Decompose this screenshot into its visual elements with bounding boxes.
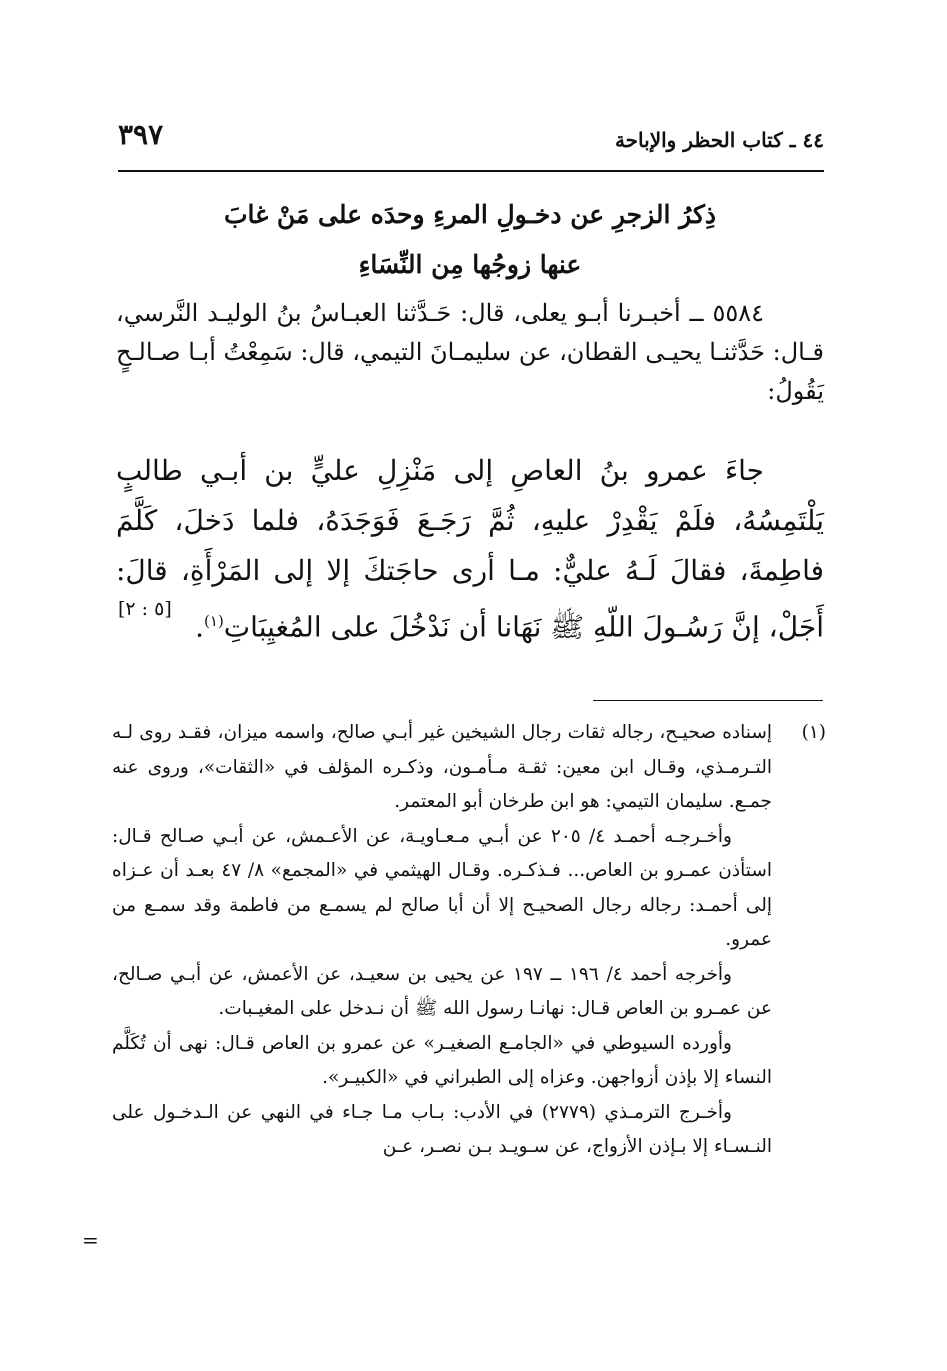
running-title: ٤٤ ـ كتاب الحظر والإباحة [614,128,824,152]
hadith-reference: [٥ : ٢] [118,598,172,620]
hadith-body: جاءَ عمرو بنُ العاصِ إلى مَنْزِلِ عليٍّ بن أبـي طالبٍ يَلْتَمِسُهُ، فلَمْ يَقْدِرْ عليهِ، ثُمَّ رَجَـعَ فَوَجَدَهُ، فلما دَخلَ، كَلَّمَ فاطِمةَ، فقالَ لَـهُ عليٌّ: مـا أرى حاجَتكَ إلا إلى المَرْأَةِ، قالَ: أَجَلْ، إنَّ رَسُـولَ اللّهِ ﷺ نَهَانا أن نَدْخُلَ على المُغيِبَاتِ [116,454,824,644]
chapter-title-line-2: عنها زوجُها مِن النِّسَاءِ [358,250,582,279]
footnote-divider [593,700,823,701]
isnad-block [116,294,824,411]
hadith-end: . [195,610,205,644]
footnote-paragraph: وأخـرجـه أحمـد ٤/ ٢٠٥ عن أبـي مـعـاويـة، عن الأعـمش، عن أبـي صـالح قـال: استأذن عمـرو بن العاص... فـذكـره. وقـال الهيثمي في «المجمع» ٨/ ٤٧ بعـد أن عـزاه إلى أحمـد: رجاله رجال الصحيـح إلا أن أبا صالح لم يسمـع من فاطمة وقد سمـع من عمرو. [112,825,772,950]
isnad-paragraph: ٥٥٨٤ ــ أخبـرنا أبـو يعلى، قال: حَـدَّثنا العبـاسُ بنُ الوليـد النَّرسي، قـال: حَدَّثنـا يحيـى القطان، عن سليمـانَ التيمي، قال: سَمِعْتُ أبـا صـالـحٍ يَقُولُ: [116,299,824,405]
footnote-paragraph: وأورده السيوطي في «الجامـع الصغيـر» عن عمرو بن العاص قـال: نهى أن تُكَلَّم النساء إلا بإذن أزواجهن. وعزاه إلى الطبراني في «الكبيـر». [112,1032,772,1088]
footnote-marker: (١) [204,612,224,630]
continuation-mark: = [82,1228,99,1252]
page-number: ٣٩٧ [118,118,164,151]
hadith-text [116,446,824,652]
page-header [118,112,824,172]
footnote-item [112,716,826,1165]
footnotes-block [112,716,826,1165]
footnote-number: (١) [801,722,826,743]
footnote-paragraph: إسناده صحيـح، رجاله ثقات رجال الشيخين غير أبـي صالح، واسمه ميزان، فقـد روى لـه التـرمـذي، وقـال ابن معين: ثقـة مـأمـون، وذكـره المؤلف في «الثقات»، وروى عنه جمـع. سليمان التيمي: هو ابن طرخان أبو المعتمر. [112,722,772,812]
chapter-title-line-1: ذِكرُ الزجرِ عن دخـولِ المرءِ وحدَه على مَنْ غابَ [224,200,716,229]
footnote-paragraph: وأخـرج الترمـذي (٢٧٧٩) في الأدب: بـاب مـا جـاء في النهي عن الـدخـول على النـسـاء إلا بـإذن الأزواج، عن سـويـد بـن نصـر، عـن [112,1101,772,1157]
chapter-title [150,190,790,290]
footnote-paragraph: وأخرجه أحمد ٤/ ١٩٦ ــ ١٩٧ عن يحيى بن سعيـد، عن الأعمش، عن أبـي صـالح، عن عمـرو بن العاص قـال: نهانـا رسول الله ﷺ أن نـدخل على المغيـبات. [112,963,772,1019]
